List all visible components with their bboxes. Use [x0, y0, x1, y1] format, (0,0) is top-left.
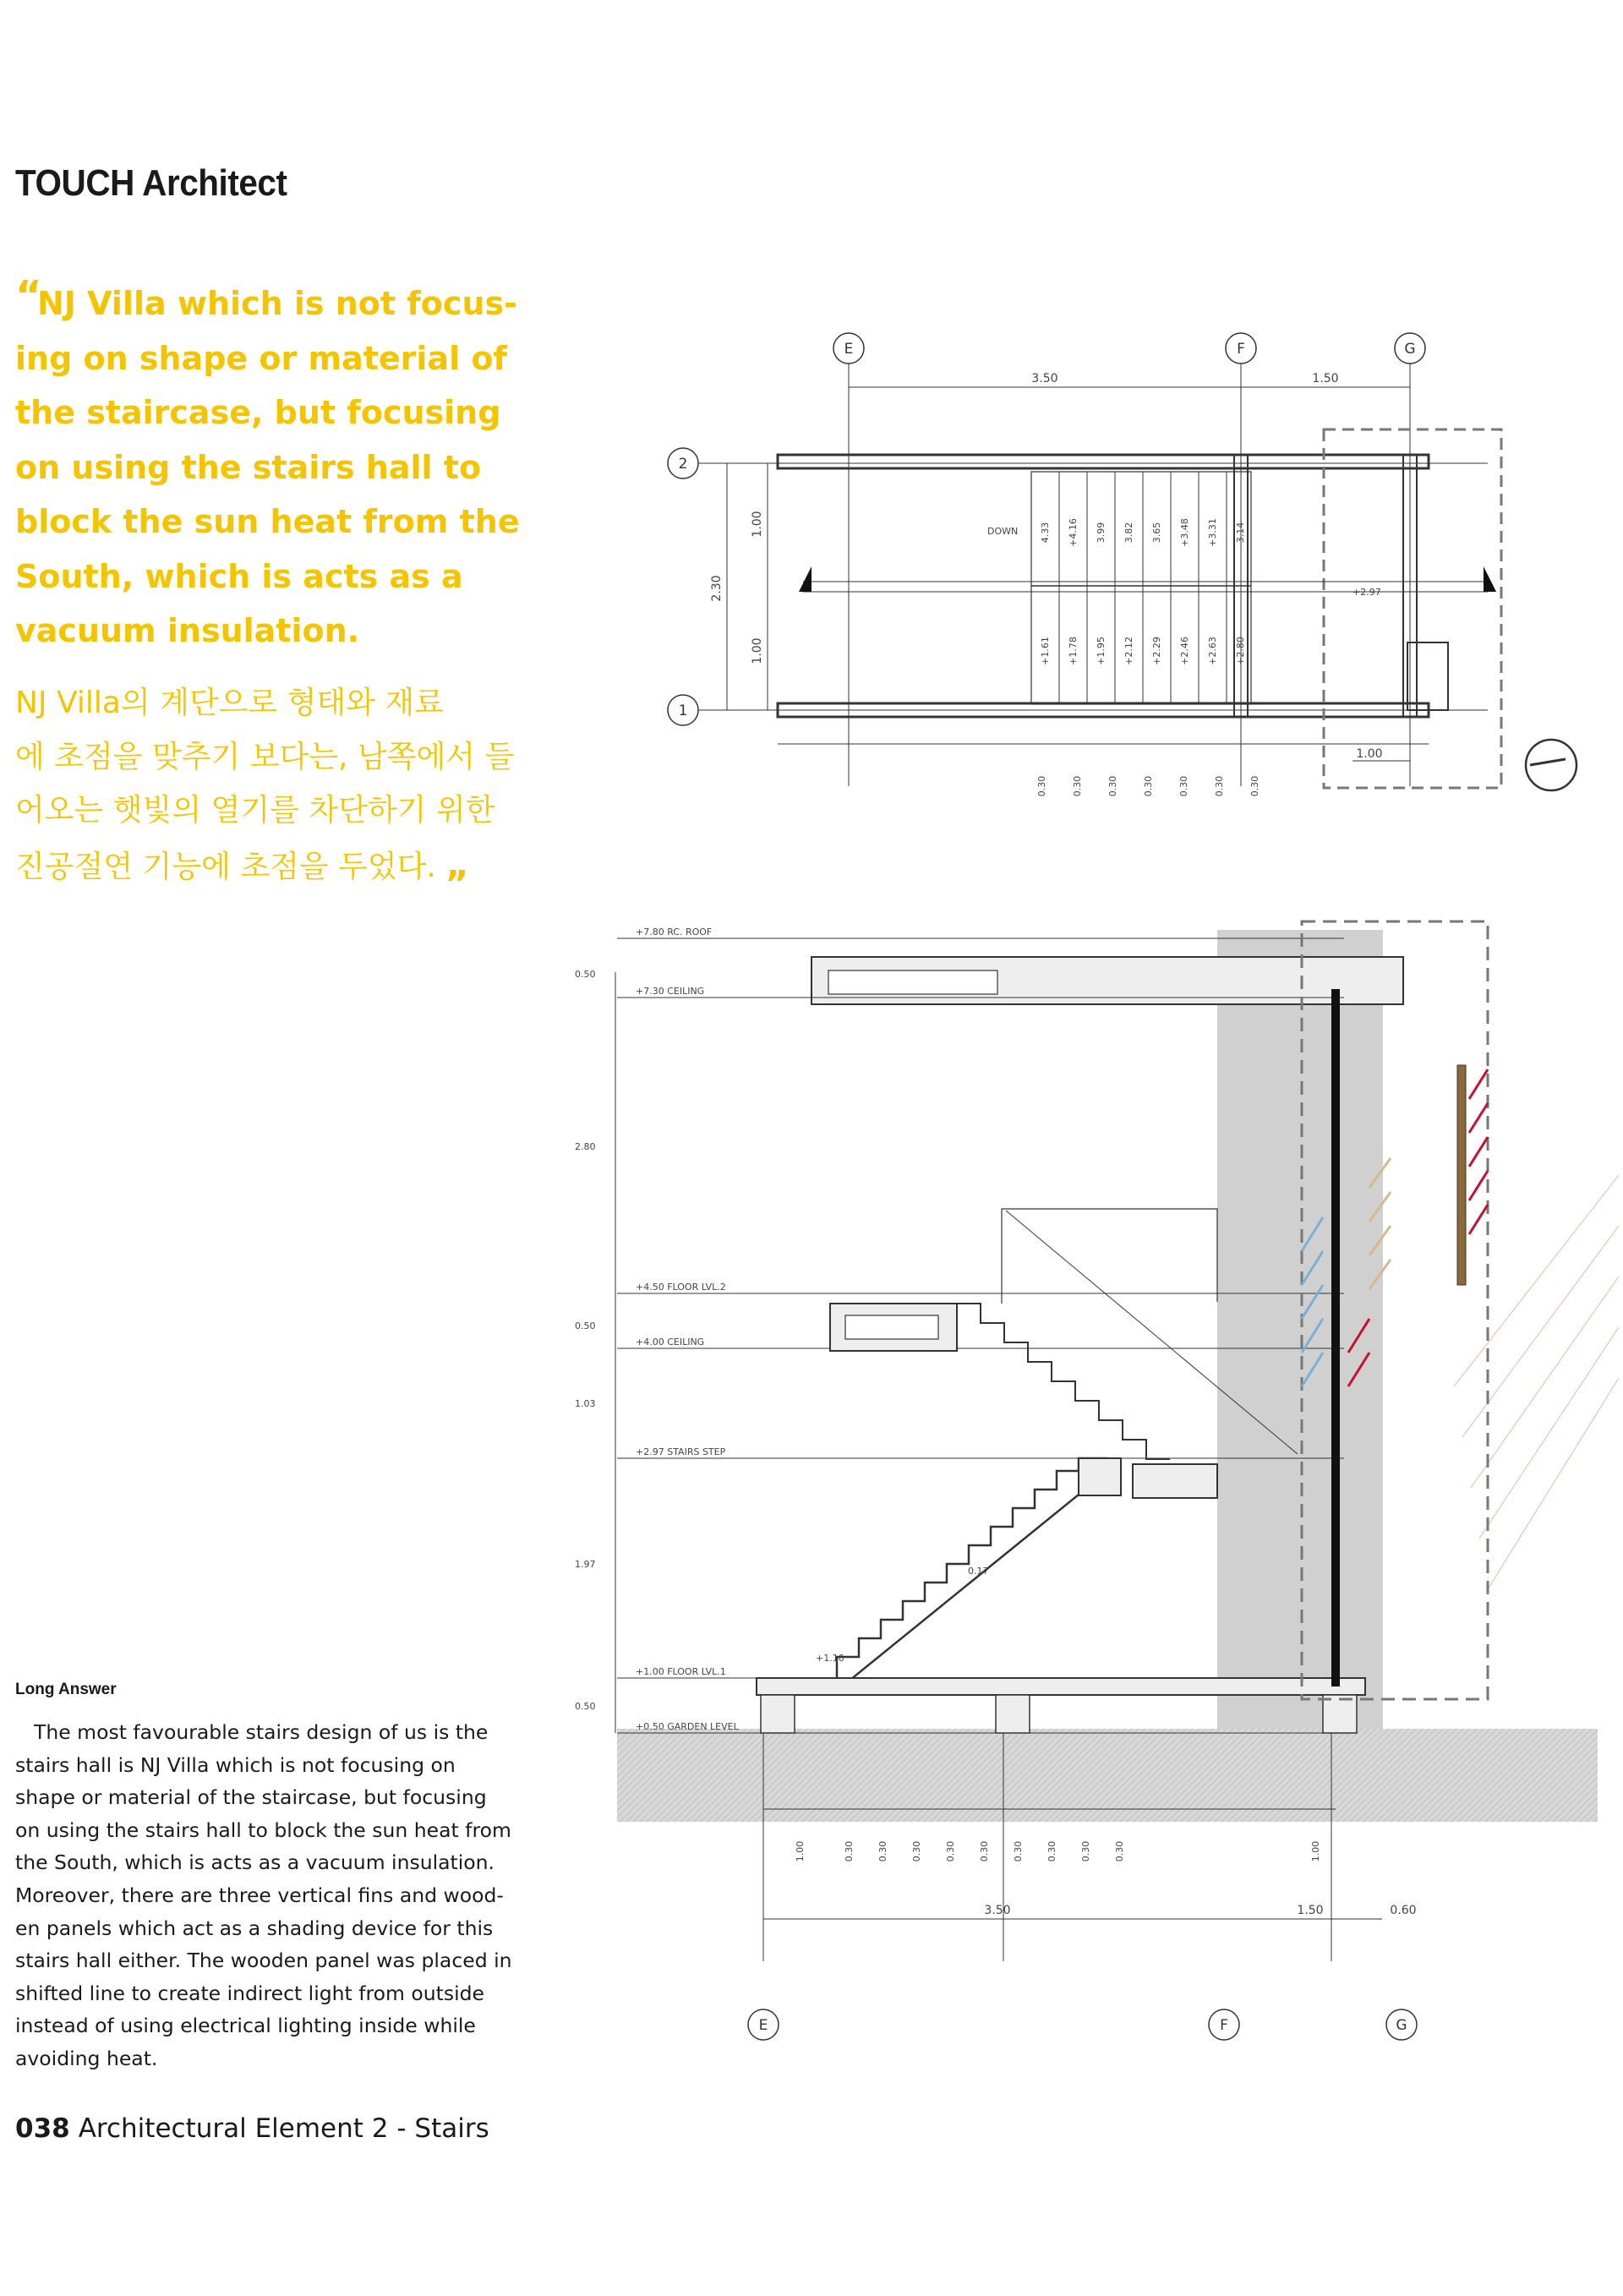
section-arrow — [799, 566, 812, 592]
grid-label: 2 — [678, 456, 688, 473]
page-number: 038 — [15, 2113, 70, 2144]
dimension-label: 1.00 — [1356, 747, 1383, 761]
close-quote-mark: „ — [445, 843, 469, 885]
answer-line: the South, which is acts as a vacuum insulation. — [15, 1850, 495, 1875]
concrete-wall — [1217, 930, 1383, 1729]
svg-text:0.30: 0.30 — [1046, 1840, 1057, 1862]
svg-text:0.50: 0.50 — [575, 1320, 596, 1331]
svg-text:0.30: 0.30 — [1249, 775, 1260, 797]
svg-text:+4.00 CEILING: +4.00 CEILING — [636, 1337, 705, 1348]
dimension-label: 1.00 — [751, 511, 764, 538]
svg-text:+2.12: +2.12 — [1123, 637, 1134, 665]
stair-section-drawing — [558, 896, 1619, 2080]
page-footer — [15, 2113, 489, 2144]
svg-text:0.60: 0.60 — [1390, 1904, 1417, 1917]
answer-line: en panels which act as a shading device for this — [15, 1916, 494, 1940]
svg-text:0.50: 0.50 — [575, 1701, 596, 1712]
stair-plan-drawing — [642, 313, 1555, 837]
grid-label: E — [844, 341, 854, 358]
svg-text:+2.46: +2.46 — [1179, 637, 1190, 665]
svg-text:+4.16: +4.16 — [1068, 518, 1079, 547]
svg-text:+3.48: +3.48 — [1179, 518, 1190, 547]
svg-text:0.30: 0.30 — [1107, 775, 1118, 797]
dimension-label: 1.50 — [1312, 372, 1339, 385]
section-total-dims — [984, 1904, 1416, 1917]
quote-line: on using the stairs hall to — [15, 448, 482, 486]
svg-text:1.03: 1.03 — [575, 1398, 596, 1409]
svg-text:0.30: 0.30 — [1013, 1840, 1024, 1862]
answer-line: on using the stairs hall to block the sun heat from — [15, 1818, 511, 1842]
quote-line: the staircase, but focusing — [15, 394, 501, 431]
quote-line-ko: 에 초점을 맞추기 보다는, 남쪽에서 들 — [15, 739, 515, 774]
svg-text:+1.00 FLOOR LVL.1: +1.00 FLOOR LVL.1 — [636, 1666, 726, 1677]
grid-label: E — [758, 2017, 768, 2034]
svg-text:0.30: 0.30 — [1036, 775, 1047, 797]
level-labels — [636, 927, 740, 1732]
answer-line: instead of using electrical lighting inside while — [15, 2014, 476, 2038]
svg-text:0.30: 0.30 — [1178, 775, 1189, 797]
svg-text:+1.78: +1.78 — [1068, 637, 1079, 665]
svg-text:0.30: 0.30 — [979, 1840, 990, 1862]
answer-body — [15, 1716, 539, 2075]
svg-text:3.14: 3.14 — [1235, 522, 1246, 544]
section-bottom-dims — [795, 1841, 1321, 1862]
svg-text:0.30: 0.30 — [1214, 775, 1225, 797]
svg-text:+4.50 FLOOR LVL.2: +4.50 FLOOR LVL.2 — [636, 1282, 726, 1293]
quote-line: vacuum insulation. — [15, 612, 360, 649]
ground-hatch — [617, 1729, 1598, 1822]
answer-line: stairs hall is NJ Villa which is not focusing on — [15, 1752, 456, 1777]
svg-text:0.30: 0.30 — [945, 1840, 956, 1862]
section-arrow — [1484, 566, 1496, 592]
quote-line-ko: 진공절연 기능에 초점을 두었다. „ — [15, 843, 469, 885]
answer-line: shape or material of the staircase, but focusing — [15, 1785, 487, 1810]
plan-bottom-dims — [1036, 776, 1260, 797]
section-title: Architectural Element 2 - Stairs — [78, 2113, 489, 2144]
riser-label: 0.17 — [968, 1566, 989, 1577]
answer-line: shifted line to create indirect light from outside — [15, 1981, 485, 2005]
svg-text:4.33: 4.33 — [1040, 522, 1051, 544]
dimension-label: 1.00 — [751, 637, 764, 664]
svg-text:0.30: 0.30 — [1114, 1840, 1125, 1862]
answer-line: The most favourable stairs design of us is the — [34, 1720, 489, 1744]
open-quote-mark: “ — [15, 272, 42, 320]
svg-text:1.97: 1.97 — [575, 1559, 596, 1570]
answer-line: stairs hall either. The wooden panel was placed in — [15, 1949, 512, 1973]
svg-text:+2.80: +2.80 — [1235, 637, 1246, 665]
svg-text:+7.30 CEILING: +7.30 CEILING — [636, 986, 705, 997]
svg-text:3.50: 3.50 — [984, 1904, 1011, 1917]
quote-line: South, which is acts as a — [15, 557, 463, 595]
svg-text:1.50: 1.50 — [1297, 1904, 1324, 1917]
svg-text:0.50: 0.50 — [575, 969, 596, 980]
svg-text:+7.80 RC. ROOF: +7.80 RC. ROOF — [636, 927, 713, 938]
svg-text:0.30: 0.30 — [911, 1840, 922, 1862]
grid-label: G — [1396, 2017, 1407, 2034]
level-label: +2.97 — [1352, 587, 1381, 598]
svg-text:1.00: 1.00 — [795, 1840, 806, 1862]
quote-line: ing on shape or material of — [15, 339, 507, 377]
answer-line: avoiding heat. — [15, 2046, 158, 2070]
dimension-label: 3.50 — [1031, 372, 1058, 385]
sun-ray-lines — [1454, 1175, 1619, 1589]
svg-text:0.30: 0.30 — [1080, 1840, 1091, 1862]
answer-title: Long Answer — [15, 1681, 117, 1698]
quote-line-ko: 어오는 햇빛의 열기를 차단하기 위한 — [15, 793, 495, 828]
svg-text:0.30: 0.30 — [1143, 775, 1154, 797]
svg-text:3.65: 3.65 — [1151, 522, 1162, 544]
answer-line: Moreover, there are three vertical fins and wood- — [15, 1883, 504, 1907]
svg-text:+0.50 GARDEN LEVEL: +0.50 GARDEN LEVEL — [636, 1721, 739, 1732]
pull-quote-english — [15, 269, 531, 659]
left-dimension-labels — [575, 969, 596, 1712]
svg-text:0.30: 0.30 — [1072, 775, 1083, 797]
down-label: DOWN — [987, 526, 1019, 537]
quote-line-ko: NJ Villa의 계단으로 형태와 재료 — [15, 686, 444, 720]
svg-text:+2.29: +2.29 — [1151, 637, 1162, 665]
dimension-label: 2.30 — [710, 575, 724, 602]
firm-name: TOUCH Architect — [15, 162, 287, 204]
svg-text:+3.31: +3.31 — [1207, 518, 1218, 547]
pull-quote-korean — [15, 676, 539, 894]
grid-label: G — [1404, 341, 1416, 358]
svg-text:+1.95: +1.95 — [1096, 637, 1107, 665]
svg-text:0.30: 0.30 — [877, 1840, 888, 1862]
landing-level-label: +1.10 — [816, 1653, 844, 1664]
quote-line: “NJ Villa which is not focus- — [15, 269, 531, 331]
svg-text:0.30: 0.30 — [844, 1840, 855, 1862]
quote-line: block the sun heat from the — [15, 503, 520, 540]
svg-text:+2.63: +2.63 — [1207, 637, 1218, 665]
svg-text:3.82: 3.82 — [1123, 522, 1134, 544]
svg-text:+1.61: +1.61 — [1040, 637, 1051, 665]
grid-label: F — [1220, 2017, 1228, 2034]
svg-text:1.00: 1.00 — [1310, 1840, 1321, 1862]
svg-text:3.99: 3.99 — [1096, 522, 1107, 544]
grid-label: F — [1237, 341, 1245, 358]
svg-text:+2.97 STAIRS STEP: +2.97 STAIRS STEP — [636, 1446, 726, 1457]
grid-label: 1 — [678, 702, 688, 719]
north-arrow-icon — [1522, 735, 1581, 795]
svg-text:2.80: 2.80 — [575, 1141, 596, 1152]
